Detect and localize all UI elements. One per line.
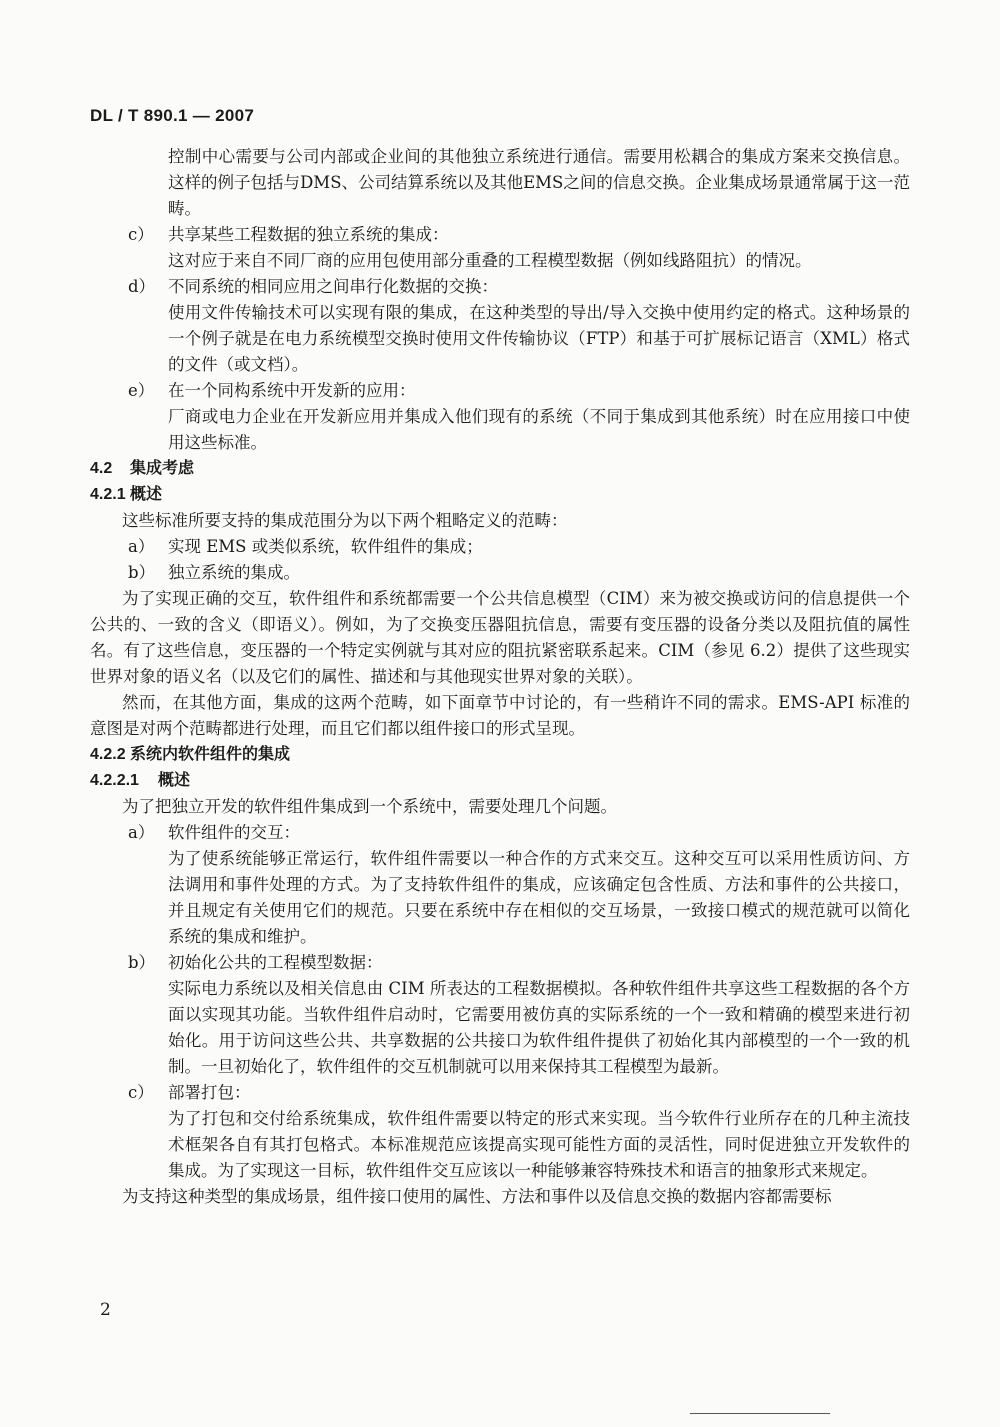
page-number: 2 [100, 1300, 111, 1320]
list-item-label: c） [128, 1083, 154, 1102]
paragraph: 为支持这种类型的集成场景，组件接口使用的属性、方法和事件以及信息交换的数据内容都需要标 [122, 1187, 832, 1206]
section-number: 4.2.1 [90, 486, 126, 503]
paragraph: 为了把独立开发的软件组件集成到一个系统中，需要处理几个问题。 [122, 797, 617, 816]
list-item-body: 厂商或电力企业在开发新应用并集成入他们现有的系统（不同于集成到其他系统）时在应用接口中使用这些标准。 [168, 407, 910, 452]
list-item-label: a） [128, 537, 155, 556]
list-item-label: d） [128, 277, 156, 296]
list-item [90, 560, 910, 586]
list-item-text: 软件组件的交互： [168, 823, 300, 842]
list-item [90, 222, 910, 248]
list-item-text: 实现 EMS 或类似系统，软件组件的集成； [168, 537, 483, 556]
list-item [90, 820, 910, 846]
list-item-text: 在一个同构系统中开发新的应用： [168, 381, 416, 400]
list-item-label: b） [128, 563, 156, 582]
list-item-text: 初始化公共的工程模型数据： [168, 953, 383, 972]
list-item-text: 共享某些工程数据的独立系统的集成： [168, 225, 449, 244]
section-heading [90, 482, 910, 508]
list-item-text: 不同系统的相同应用之间串行化数据的交换： [168, 277, 498, 296]
list-item [90, 378, 910, 404]
section-heading [90, 768, 910, 794]
list-item-body: 实际电力系统以及相关信息由 CIM 所表达的工程数据模拟。各种软件组件共享这些工程数据的各个方面以实现其功能。当软件组件启动时，它需要用被仿真的实际系统的一个一致和精确的模型来进行初始化。用于访问这些公共、共享数据的公共接口为软件组件提供了初始化其内部模型的一个一致的机制。一旦初始化了，软件组件的交互机制就可以用来保持其工程模型为最新。 [168, 979, 910, 1076]
section-heading [90, 456, 910, 482]
standard-header: DL / T 890.1 — 2007 [90, 106, 255, 125]
list-item-body: 为了打包和交付给系统集成，软件组件需要以特定的形式来实现。当今软件行业所存在的几种主流技术框架各自有其打包格式。本标准规范应该提高实现可能性方面的灵活性，同时促进独立开发软件的集成。为了实现这一目标，软件组件交互应该以一种能够兼容特殊技术和语言的抽象形式来规定。 [168, 1109, 910, 1180]
paragraph: 为了实现正确的交互，软件组件和系统都需要一个公共信息模型（CIM）来为被交换或访问的信息提供一个公共的、一致的含义（即语义）。例如，为了交换变压器阻抗信息，需要有变压器的设备分类以及阻抗值的属性名。有了这些信息，变压器的一个特定实例就与其对应的阻抗紧密联系起来。CIM（参见 6.2）提供了这些现实世界对象的语义名（以及它们的属性、描述和与其他现实世界对象的关联）。 [90, 589, 910, 686]
list-item-label: a） [128, 823, 155, 842]
list-item-text: 独立系统的集成。 [168, 563, 300, 582]
list-item-label: b） [128, 953, 156, 972]
list-item-body: 这对应于来自不同厂商的应用包使用部分重叠的工程模型数据（例如线路阻抗）的情况。 [168, 251, 812, 270]
section-number: 4.2 [90, 460, 113, 477]
section-title: 概述 [130, 486, 163, 503]
section-heading [90, 742, 910, 768]
section-number: 4.2.2.1 [90, 772, 139, 789]
list-item-label: e） [128, 381, 155, 400]
bottom-rule [690, 1413, 830, 1414]
list-item [90, 1080, 910, 1106]
section-title: 概述 [158, 772, 191, 789]
section-number: 4.2.2 [90, 746, 126, 763]
list-item-body: 为了使系统能够正常运行，软件组件需要以一种合作的方式来交互。这种交互可以采用性质访问、方法调用和事件处理的方式。为了支持软件组件的集成，应该确定包含性质、方法和事件的公共接口，并且规定有关使用它们的规范。只要在系统中存在相似的交互场景，一致接口模式的规范就可以简化系统的集成和维护。 [168, 849, 910, 946]
list-item-label: c） [128, 225, 154, 244]
list-item-body: 使用文件传输技术可以实现有限的集成，在这种类型的导出/导入交换中使用约定的格式。这种场景的一个例子就是在电力系统模型交换时使用文件传输协议（FTP）和基于可扩展标记语言（XML）格式的文件（或文档）。 [168, 303, 910, 374]
list-item [90, 534, 910, 560]
page-body [90, 144, 910, 1210]
paragraph: 然而，在其他方面，集成的这两个范畴，如下面章节中讨论的，有一些稍许不同的需求。EMS-API 标准的意图是对两个范畴都进行处理，而且它们都以组件接口的形式呈现。 [90, 693, 910, 738]
paragraph: 这些标准所要支持的集成范围分为以下两个粗略定义的范畴： [122, 511, 568, 530]
section-title: 集成考虑 [130, 460, 195, 477]
list-item [90, 950, 910, 976]
section-title: 系统内软件组件的集成 [130, 746, 291, 763]
list-item-text: 部署打包： [168, 1083, 251, 1102]
list-item [90, 274, 910, 300]
list-item-body: 控制中心需要与公司内部或企业间的其他独立系统进行通信。需要用松耦合的集成方案来交换信息。这样的例子包括与DMS、公司结算系统以及其他EMS之间的信息交换。企业集成场景通常属于这一范畴。 [168, 147, 910, 218]
